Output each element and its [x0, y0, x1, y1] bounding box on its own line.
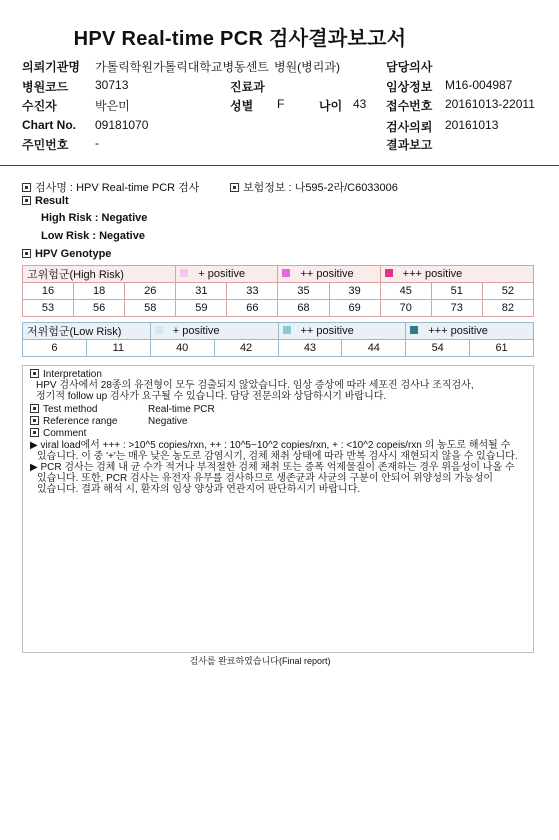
receipt-no-value: 20161013-22011: [445, 97, 535, 111]
insurance-row: [230, 179, 398, 195]
low-risk-legend-1: [150, 323, 278, 340]
comment-1-line-1: [30, 440, 510, 451]
comment-2-line-1: [30, 462, 515, 473]
legend-label: + positive: [172, 325, 220, 337]
high-risk-header: 고위험군(High Risk): [23, 266, 176, 283]
legend-label: ++ positive: [300, 325, 354, 337]
final-report-note: 검사를 완료하였습니다(Final report): [189, 656, 331, 666]
high-risk-legend-1: [176, 266, 278, 283]
comment-1-text-2: 있습니다. 이 중 '+'는 매우 낮은 농도로 감염시기, 검체 채취 상태에 따라 반복 검사시 재현되지 않을 수 있습니다.: [37, 451, 518, 462]
high-risk-row: [41, 212, 147, 224]
legend-swatch: [282, 269, 290, 277]
high-risk-row-1: [23, 283, 534, 300]
high-risk-genotype-cell: 56: [74, 300, 125, 317]
interpretation-text-2: 정기적 follow up 검사가 요구될 수 있습니다. 담당 전문의와 상담하시기 바랍니다.: [36, 391, 387, 402]
low-risk-legend-3: [406, 323, 534, 340]
legend-swatch: [410, 326, 418, 334]
comment-label: Comment: [43, 428, 87, 439]
range-value: Negative: [148, 416, 188, 427]
low-risk-legend-2: [278, 323, 406, 340]
interpretation-label: Interpretation: [43, 369, 102, 380]
legend-label: +++ positive: [402, 268, 463, 280]
range-row: [30, 416, 118, 427]
square-bullet-icon: [30, 428, 39, 437]
doctor-label: 담당의사: [386, 60, 433, 74]
method-value: Real-time PCR: [148, 404, 215, 415]
low-risk-genotype-cell: 44: [342, 340, 406, 357]
low-risk-genotype-cell: 54: [406, 340, 470, 357]
insurance-value: 나595-2라/C6033006: [294, 182, 398, 194]
low-risk-label: Low Risk :: [41, 230, 97, 242]
high-risk-genotype-cell: 31: [176, 283, 227, 300]
result-report-label: 결과보고: [386, 138, 433, 152]
low-risk-genotype-cell: 11: [86, 340, 150, 357]
legend-label: +++ positive: [428, 325, 488, 337]
high-risk-genotype-cell: 16: [23, 283, 74, 300]
square-bullet-icon: [30, 369, 39, 378]
low-risk-genotype-cell: 61: [470, 340, 534, 357]
chart-no-value: 09181070: [95, 118, 149, 132]
low-risk-genotype-cell: 6: [23, 340, 87, 357]
low-risk-header: 저위험군(Low Risk): [23, 323, 151, 340]
age-label: 나이: [319, 99, 343, 113]
square-bullet-icon: [230, 183, 239, 192]
high-risk-value: Negative: [101, 212, 148, 224]
comment-2-text-2: 있습니다. 또한, PCR 검사는 유전자 유무를 검사하므로 생존균과 사균의 구분이 안되어 위양성의 가능성이: [37, 473, 494, 484]
square-bullet-icon: [30, 404, 39, 413]
hospital-code-label: 병원코드: [22, 80, 69, 94]
high-risk-table: [22, 265, 534, 317]
sex-value: F: [277, 97, 285, 111]
high-risk-genotype-cell: 69: [329, 300, 380, 317]
low-risk-genotype-cell: 40: [150, 340, 214, 357]
low-risk-genotype-cell: 42: [214, 340, 278, 357]
range-label: Reference range: [43, 416, 118, 427]
result-heading-label: Result: [35, 195, 69, 207]
high-risk-genotype-cell: 35: [278, 283, 329, 300]
chart-no-label: Chart No.: [22, 118, 76, 132]
high-risk-legend-2: [278, 266, 380, 283]
legend-label: ++ positive: [300, 268, 354, 280]
dept-label: 진료과: [230, 80, 265, 94]
legend-swatch: [155, 326, 163, 334]
high-risk-genotype-cell: 33: [227, 283, 278, 300]
high-risk-genotype-cell: 66: [227, 300, 278, 317]
hospital-code-value: 30713: [95, 78, 129, 92]
comment-2-text-1: PCR 검사는 검체 내 균 수가 적거나 부적절한 검체 채취 또는 증폭 억제물질이 존재하는 경우 위음성이 나올 수: [40, 462, 515, 473]
low-risk-header-row: [23, 323, 534, 340]
test-name-label: 검사명 :: [35, 182, 73, 194]
legend-label: + positive: [198, 268, 246, 280]
high-risk-label: High Risk :: [41, 212, 99, 224]
high-risk-genotype-cell: 68: [278, 300, 329, 317]
ssn-value: -: [95, 136, 99, 150]
high-risk-header-row: [23, 266, 534, 283]
high-risk-legend-3: [380, 266, 533, 283]
interpretation-text-1: HPV 검사에서 28종의 유전형이 모두 검출되지 않았습니다. 임상 증상에 따라 세포진 검사나 조직검사,: [36, 380, 474, 391]
high-risk-genotype-cell: 18: [74, 283, 125, 300]
test-name-value: HPV Real-time PCR 검사: [76, 182, 200, 194]
legend-swatch: [180, 269, 188, 277]
high-risk-genotype-cell: 59: [176, 300, 227, 317]
report-title: HPV Real-time PCR 검사결과보고서: [73, 28, 407, 50]
request-date-label: 검사의뢰: [386, 120, 433, 134]
insurance-label: 보험정보 :: [243, 182, 292, 194]
result-heading: [22, 195, 69, 207]
patient-label: 수진자: [22, 99, 57, 113]
high-risk-genotype-cell: 39: [329, 283, 380, 300]
low-risk-row-1: [23, 340, 534, 357]
patient-value: 박은미: [95, 99, 130, 113]
method-label: Test method: [43, 404, 98, 415]
high-risk-genotype-cell: 70: [380, 300, 431, 317]
high-risk-genotype-cell: 26: [125, 283, 176, 300]
header-divider: [0, 165, 559, 166]
high-risk-genotype-cell: 51: [431, 283, 482, 300]
age-value: 43: [353, 97, 367, 111]
receipt-no-label: 접수번호: [386, 99, 433, 113]
low-risk-value: Negative: [99, 230, 145, 242]
legend-swatch: [283, 326, 291, 334]
clinical-info-value: M16-004987: [445, 78, 513, 92]
comment-1-text-1: viral load에서 +++ : >10^5 copies/rxn, ++ : 10^5~10^2 copies/rxn, + : <10^2 copeis/rxn 의 농도로 해석될 수: [40, 440, 511, 451]
high-risk-genotype-cell: 73: [431, 300, 482, 317]
low-risk-table: [22, 322, 534, 357]
clinical-info-label: 임상정보: [386, 80, 433, 94]
square-bullet-icon: [22, 196, 31, 205]
high-risk-genotype-cell: 52: [482, 283, 533, 300]
high-risk-genotype-cell: 53: [23, 300, 74, 317]
ssn-label: 주민번호: [22, 138, 69, 152]
genotype-heading-label: HPV Genotype: [35, 248, 112, 260]
interpretation-heading: [30, 369, 102, 380]
square-bullet-icon: [30, 416, 39, 425]
institution-value-2: 병원(병리과): [274, 60, 340, 74]
high-risk-row-2: [23, 300, 534, 317]
low-risk-row: [41, 230, 145, 242]
square-bullet-icon: [22, 183, 31, 192]
comment-heading: [30, 428, 86, 439]
method-row: [30, 404, 97, 415]
triangle-bullet-icon: ▶: [30, 462, 38, 473]
legend-swatch: [385, 269, 393, 277]
institution-label: 의뢰기관명: [22, 60, 80, 74]
institution-value: 가톨릭학원가톨릭대학교병동센트: [95, 60, 269, 74]
comment-2-text-3: 있습니다. 결과 해석 시, 환자의 임상 양상과 연관지어 판단하시기 바랍니다.: [37, 484, 361, 495]
genotype-heading: [22, 248, 111, 260]
sex-label: 성별: [230, 99, 254, 113]
high-risk-genotype-cell: 45: [380, 283, 431, 300]
high-risk-genotype-cell: 58: [125, 300, 176, 317]
triangle-bullet-icon: ▶: [30, 440, 38, 451]
high-risk-genotype-cell: 82: [482, 300, 533, 317]
square-bullet-icon: [22, 249, 31, 258]
low-risk-genotype-cell: 43: [278, 340, 342, 357]
details-box: [22, 365, 534, 653]
request-date-value: 20161013: [445, 118, 499, 132]
test-name-row: [22, 179, 199, 195]
